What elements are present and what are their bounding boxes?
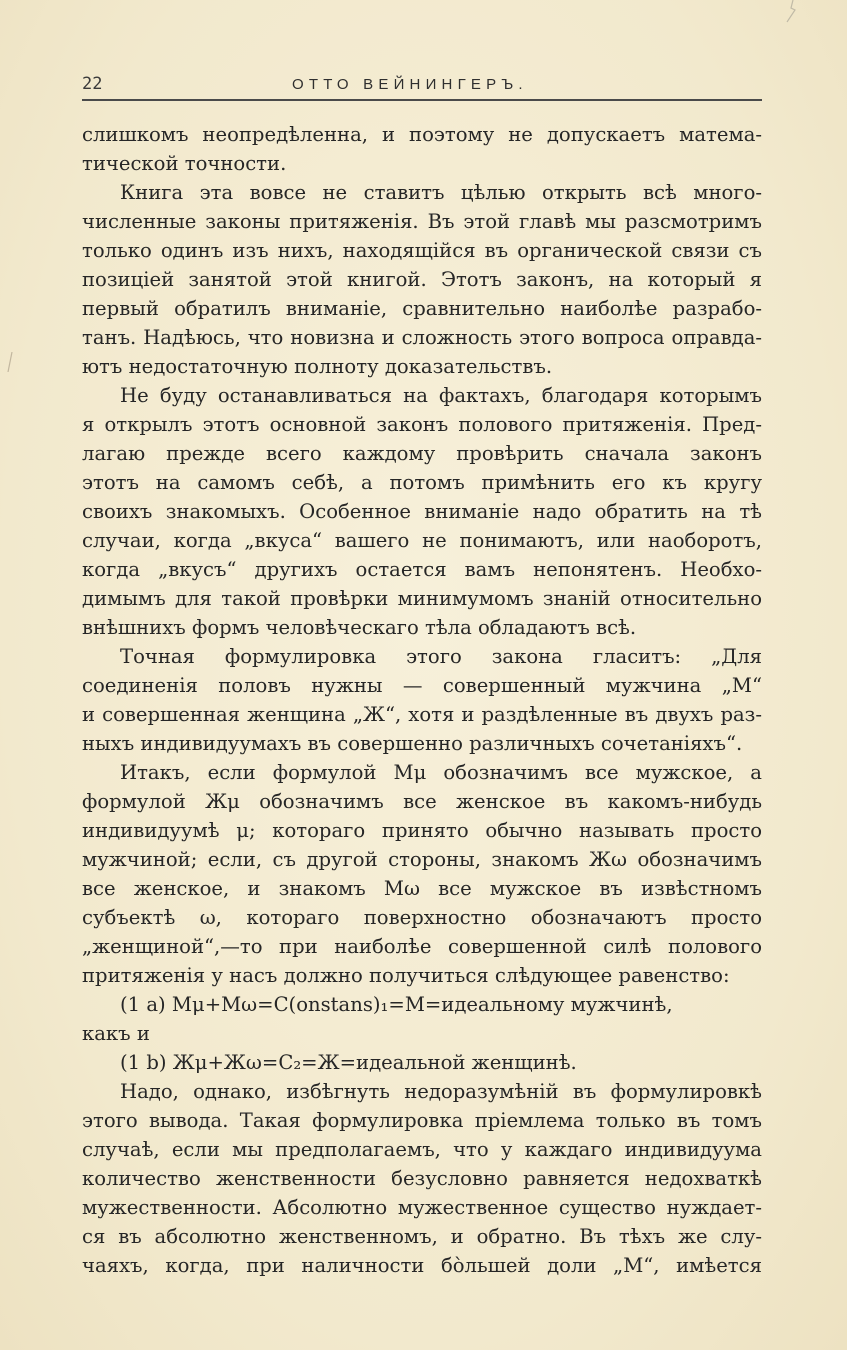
page-number: 22 xyxy=(82,74,103,94)
text-line: лагаю прежде всего каждому провѣрить сначала законъ xyxy=(82,442,762,465)
text-line: своихъ знакомыхъ. Особенное вниманіе надо обратить на тѣ xyxy=(82,500,762,523)
text-line: первый обратилъ вниманіе, сравнительно наиболѣе разрабо- xyxy=(82,297,762,320)
text-line: слишкомъ неопредѣленна, и поэтому не допускаетъ матема- xyxy=(82,123,762,146)
text-line: этого вывода. Такая формулировка пріемлема только въ томъ xyxy=(82,1109,762,1132)
text-line: ныхъ индивидуумахъ въ совершенно различныхъ сочетаніяхъ“. xyxy=(82,732,743,755)
paragraph xyxy=(82,1077,762,1280)
paragraph xyxy=(82,758,762,990)
text-line: Точная формулировка этого закона гласитъ: „Для xyxy=(120,645,762,668)
paragraph xyxy=(82,642,762,758)
text-line: притяженія у насъ должно получиться слѣдующее равенство: xyxy=(82,964,730,987)
paragraph xyxy=(82,120,762,178)
text-line: и совершенная женщина „Ж“, хотя и раздѣленные въ двухъ раз- xyxy=(82,703,762,726)
pencil-mark-icon xyxy=(783,0,797,24)
text-line: танъ. Надѣюсь, что новизна и сложность этого вопроса оправда- xyxy=(82,326,762,349)
text-line: мужественности. Абсолютно мужественное существо нуждает- xyxy=(82,1196,762,1219)
text-line: ютъ недостаточную полноту доказательствъ. xyxy=(82,355,553,378)
text-line: Итакъ, если формулой Мμ обозначимъ все мужское, а xyxy=(120,761,762,784)
paragraph xyxy=(82,381,762,642)
text-line: димымъ для такой провѣрки минимумомъ знаній относительно xyxy=(82,587,762,610)
text-line: соединенія половъ нужны — совершенный мужчина „М“ xyxy=(82,674,762,697)
text-line: численные законы притяженія. Въ этой главѣ мы разсмотримъ xyxy=(82,210,762,233)
text-line: когда „вкусъ“ другихъ остается вамъ непонятенъ. Необхо- xyxy=(82,558,762,581)
text-line: (1 b) Жμ+Жω=C₂=Ж=идеальной женщинѣ. xyxy=(120,1051,577,1074)
text-line: (1 a) Мμ+Мω=C(onstans)₁=М=идеальному мужчинѣ, xyxy=(120,993,673,1016)
margin-tick-icon xyxy=(6,352,14,372)
running-header xyxy=(82,74,762,100)
text-line: ся въ абсолютно женственномъ, и обратно. Въ тѣхъ же слу- xyxy=(82,1225,762,1248)
text-line: позиціей занятой этой книгой. Этотъ законъ, на который я xyxy=(82,268,762,291)
text-line: я открылъ этотъ основной законъ полового притяженія. Пред- xyxy=(82,413,762,436)
text-line: индивидуумѣ μ; котораго принято обычно называть просто xyxy=(82,819,762,842)
text-line: „женщиной“,—то при наиболѣе совершенной силѣ полового xyxy=(82,935,762,958)
text-line: этотъ на самомъ себѣ, а потомъ примѣнить его къ кругу xyxy=(82,471,762,494)
paragraph xyxy=(82,990,762,1048)
text-line: тической точности. xyxy=(82,152,287,175)
running-title: ОТТО ВЕЙНИНГЕРЪ. xyxy=(292,76,528,93)
text-line: количество женственности безусловно равняется недохваткѣ xyxy=(82,1167,762,1190)
text-line: внѣшнихъ формъ человѣческаго тѣла обладаютъ всѣ. xyxy=(82,616,637,639)
text-line: субъектѣ ω, котораго поверхностно обозначаютъ просто xyxy=(82,906,762,929)
text-line: все женское, и знакомъ Мω все мужское въ извѣстномъ xyxy=(82,877,762,900)
text-line: какъ и xyxy=(82,1022,150,1045)
text-line: только одинъ изъ нихъ, находящійся въ органической связи съ xyxy=(82,239,762,262)
body-text xyxy=(82,120,762,1280)
paragraph xyxy=(82,178,762,381)
text-line: мужчиной; если, съ другой стороны, знакомъ Жω обозначимъ xyxy=(82,848,762,871)
text-line: формулой Жμ обозначимъ все женское въ какомъ-нибудь xyxy=(82,790,762,813)
paragraph xyxy=(82,1048,762,1077)
text-line: Надо, однако, избѣгнуть недоразумѣній въ формулировкѣ xyxy=(120,1080,762,1103)
header-rule xyxy=(82,99,762,101)
text-line: Книга эта вовсе не ставитъ цѣлью открыть всѣ много- xyxy=(120,181,762,204)
text-line: Не буду останавливаться на фактахъ, благодаря которымъ xyxy=(120,384,762,407)
text-line: случаи, когда „вкуса“ вашего не понимаютъ, или наоборотъ, xyxy=(82,529,762,552)
text-line: случаѣ, если мы предполагаемъ, что у каждаго индивидуума xyxy=(82,1138,762,1161)
text-line: чаяхъ, когда, при наличности бо̀льшей доли „М“, имѣется xyxy=(82,1254,762,1277)
